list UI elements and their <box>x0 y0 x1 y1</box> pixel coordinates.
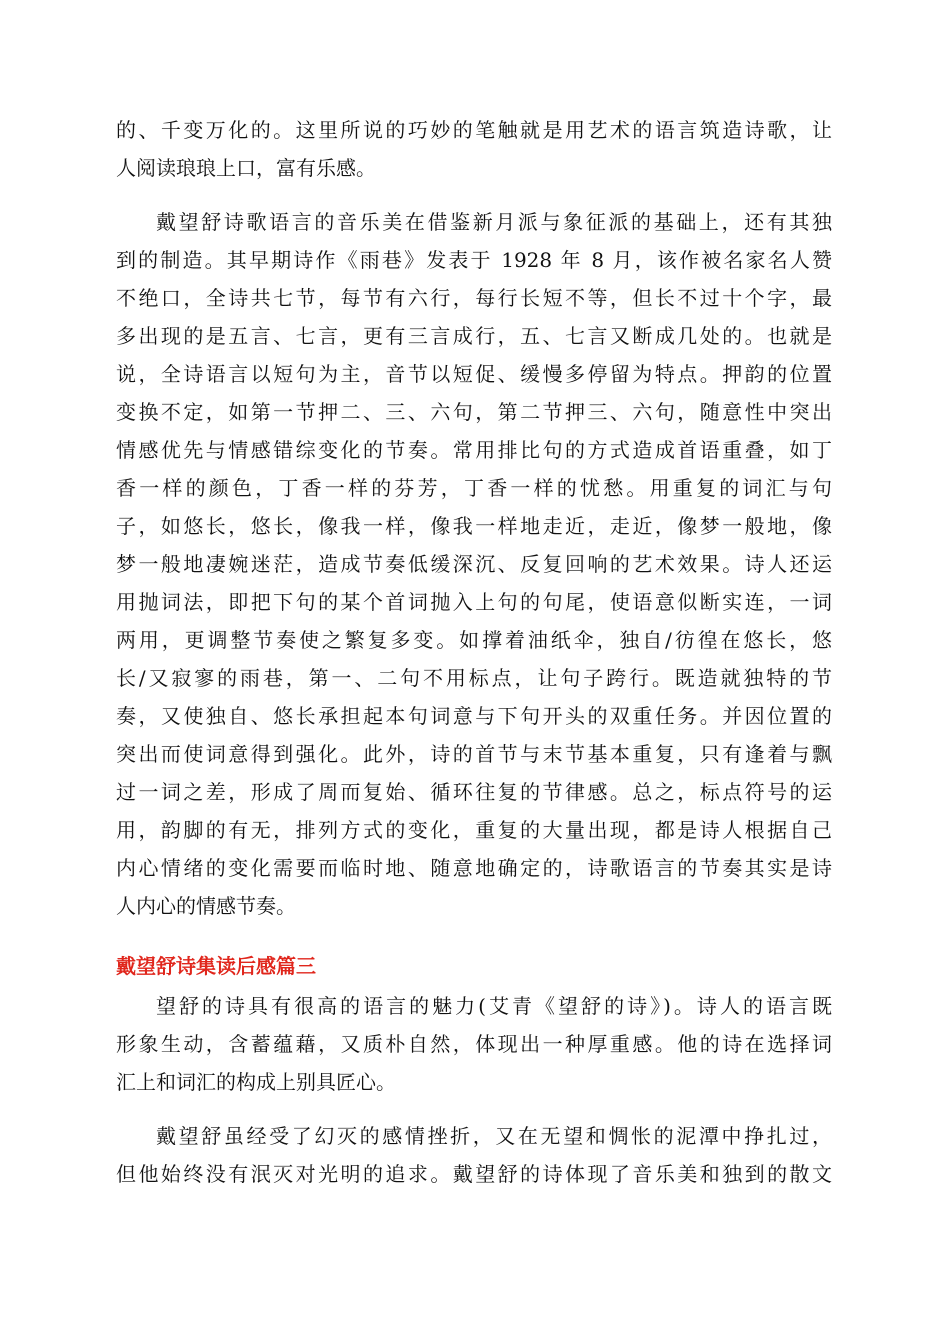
paragraph-line: 奏，又使独自、悠长承担起本句词意与下句开头的双重任务。并因位置的 <box>116 704 832 728</box>
paragraph-line: 戴望舒诗歌语言的音乐美在借鉴新月派与象征派的基础上，还有其独 <box>156 210 832 234</box>
paragraph-line: 形象生动，含蓄蕴藉，又质朴自然，体现出一种厚重感。他的诗在选择词 <box>116 1032 832 1056</box>
paragraph-line: 多出现的是五言、七言，更有三言成行，五、七言又断成几处的。也就是 <box>116 324 832 348</box>
paragraph-line: 突出而使词意得到强化。此外，诗的首节与末节基本重复，只有逢着与飘 <box>116 742 832 766</box>
paragraph-line: 人内心的情感节奏。 <box>116 894 296 918</box>
paragraph-line: 望舒的诗具有很高的语言的魅力(艾青《望舒的诗》)。诗人的语言既 <box>156 994 832 1018</box>
paragraph-4 <box>116 1117 832 1193</box>
paragraph-line: 的、千变万化的。这里所说的巧妙的笔触就是用艺术的语言筑造诗歌，让 <box>116 118 832 142</box>
paragraph-line: 用抛词法，即把下句的某个首词抛入上句的句尾，使语意似断实连，一词 <box>116 590 832 614</box>
paragraph-line: 内心情绪的变化需要而临时地、随意地确定的，诗歌语言的节奏其实是诗 <box>116 856 832 880</box>
paragraph-1 <box>116 111 832 187</box>
paragraph-line: 情感优先与情感错综变化的节奏。常用排比句的方式造成首语重叠，如丁 <box>116 438 832 462</box>
paragraph-line: 梦一般地凄婉迷茫，造成节奏低缓深沉、反复回响的艺术效果。诗人还运 <box>116 552 832 576</box>
paragraph-line: 但他始终没有泯灭对光明的追求。戴望舒的诗体现了音乐美和独到的散文 <box>116 1162 832 1186</box>
paragraph-line: 长/又寂寥的雨巷，第一、二句不用标点，让句子跨行。既造就独特的节 <box>116 666 832 690</box>
paragraph-line: 汇上和词汇的构成上别具匠心。 <box>116 1070 396 1094</box>
paragraph-line: 到的制造。其早期诗作《雨巷》发表于 1928 年 8 月，该作被名家名人赞 <box>116 248 832 272</box>
paragraph-line: 人阅读琅琅上口，富有乐感。 <box>116 156 376 180</box>
paragraph-line: 子，如悠长，悠长，像我一样，像我一样地走近，走近，像梦一般地，像 <box>116 514 832 538</box>
paragraph-2 <box>116 203 832 925</box>
paragraph-line: 戴望舒虽经受了幻灭的感情挫折，又在无望和惆怅的泥潭中挣扎过， <box>156 1124 832 1148</box>
paragraph-line: 香一样的颜色，丁香一样的芬芳，丁香一样的忧愁。用重复的词汇与句 <box>116 476 832 500</box>
paragraph-line: 两用，更调整节奏使之繁复多变。如撑着油纸伞，独自/彷徨在悠长，悠 <box>116 628 832 652</box>
paragraph-line: 不绝口，全诗共七节，每节有六行，每行长短不等，但长不过十个字，最 <box>116 286 832 310</box>
section-heading: 戴望舒诗集读后感篇三 <box>116 954 316 978</box>
paragraph-line: 说，全诗语言以短句为主，音节以短促、缓慢多停留为特点。押韵的位置 <box>116 362 832 386</box>
paragraph-line: 用，韵脚的有无，排列方式的变化，重复的大量出现，都是诗人根据自己 <box>116 818 832 842</box>
paragraph-line: 变换不定，如第一节押二、三、六句，第二节押三、六句，随意性中突出 <box>116 400 832 424</box>
paragraph-3 <box>116 987 832 1101</box>
paragraph-line: 过一词之差，形成了周而复始、循环往复的节律感。总之，标点符号的运 <box>116 780 832 804</box>
